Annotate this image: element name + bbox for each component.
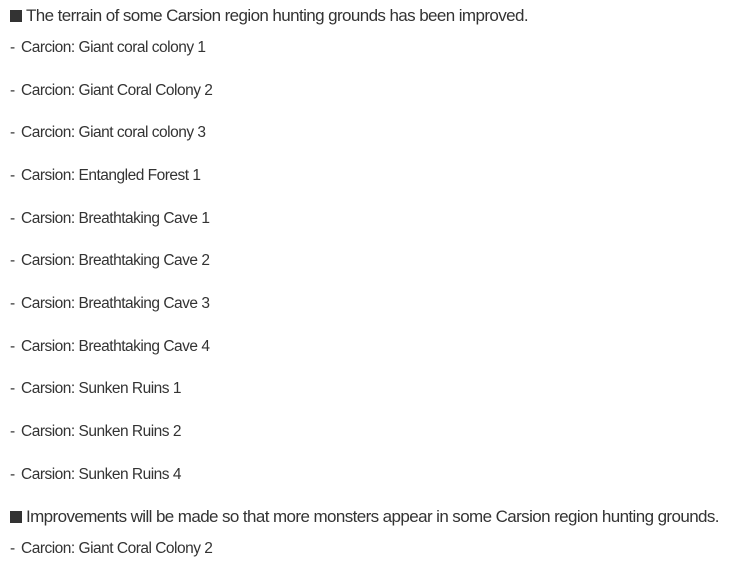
list-item xyxy=(10,81,212,101)
dash-bullet: - xyxy=(10,124,15,141)
dash-bullet: - xyxy=(10,167,15,184)
list-item-text: Carsion: Entangled Forest 1 xyxy=(21,167,201,184)
list-item-text: Carsion: Sunken Ruins 2 xyxy=(21,423,181,440)
list-item xyxy=(10,422,181,442)
list-item xyxy=(10,379,181,399)
list-item-text: Carsion: Sunken Ruins 1 xyxy=(21,380,181,397)
list-item-text: Carcion: Giant coral colony 1 xyxy=(21,39,206,56)
dash-bullet: - xyxy=(10,540,15,557)
list-item-text: Carsion: Breathtaking Cave 2 xyxy=(21,252,210,269)
list-item xyxy=(10,337,209,357)
list-item xyxy=(10,123,206,143)
section-heading-text: Improvements will be made so that more monsters appear in some Carsion region hunting grounds. xyxy=(26,507,719,526)
list-item-text: Carsion: Sunken Ruins 4 xyxy=(21,466,181,483)
list-item-text: Carcion: Giant Coral Colony 2 xyxy=(21,82,213,99)
dash-bullet: - xyxy=(10,338,15,355)
list-item-text: Carsion: Breathtaking Cave 1 xyxy=(21,210,210,227)
section-heading-text: The terrain of some Carsion region hunting grounds has been improved. xyxy=(26,6,528,25)
list-item xyxy=(10,209,209,229)
dash-bullet: - xyxy=(10,39,15,56)
dash-bullet: - xyxy=(10,380,15,397)
dash-bullet: - xyxy=(10,210,15,227)
list-item xyxy=(10,38,206,58)
dash-bullet: - xyxy=(10,82,15,99)
dash-bullet: - xyxy=(10,295,15,312)
square-bullet-icon xyxy=(10,10,22,22)
dash-bullet: - xyxy=(10,466,15,483)
list-item-text: Carcion: Giant coral colony 3 xyxy=(21,124,206,141)
square-bullet-icon xyxy=(10,511,22,523)
list-item xyxy=(10,465,181,485)
list-item xyxy=(10,251,209,271)
list-item xyxy=(10,166,201,186)
list-item-text: Carcion: Giant Coral Colony 2 xyxy=(21,540,213,557)
list-item xyxy=(10,539,212,559)
list-item-text: Carsion: Breathtaking Cave 4 xyxy=(21,338,210,355)
list-item xyxy=(10,294,209,314)
dash-bullet: - xyxy=(10,423,15,440)
section-heading-monsters xyxy=(10,506,719,528)
list-item-text: Carsion: Breathtaking Cave 3 xyxy=(21,295,210,312)
section-heading-terrain xyxy=(10,5,528,27)
dash-bullet: - xyxy=(10,252,15,269)
